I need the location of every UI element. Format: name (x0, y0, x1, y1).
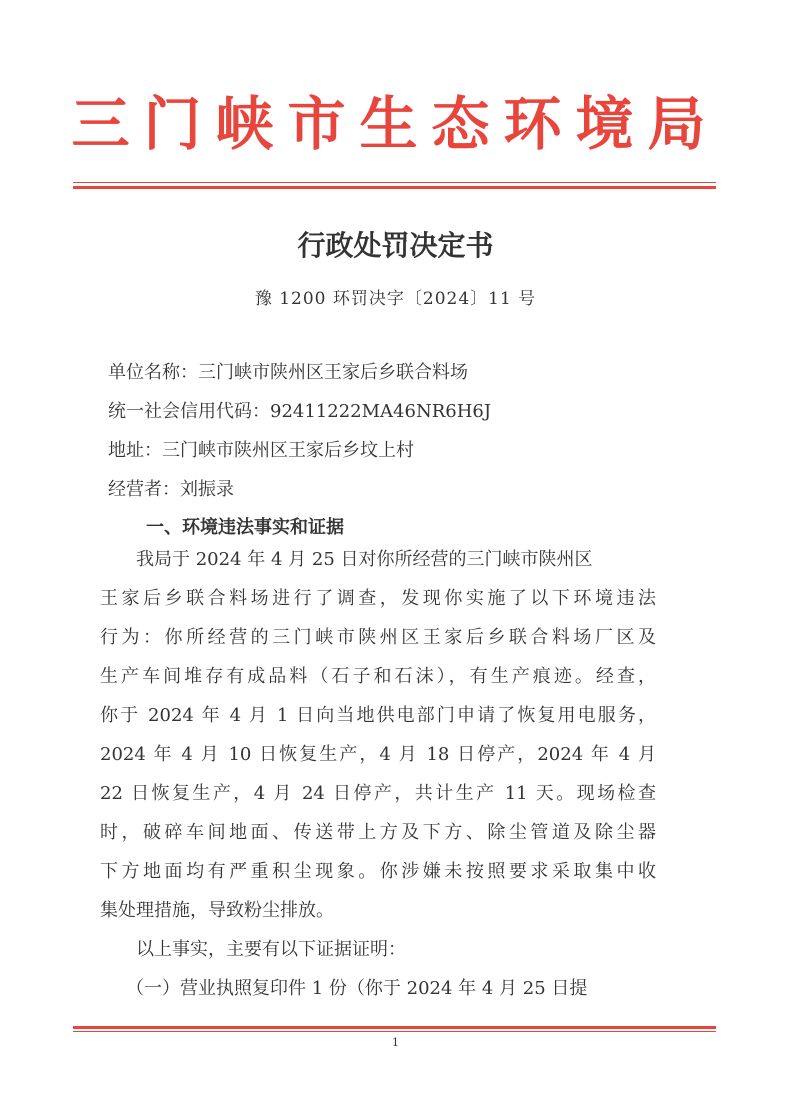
header-rule-thick (73, 186, 716, 189)
footer-rule-thin (73, 1031, 716, 1032)
operator: 经营者：刘振录 (108, 479, 234, 500)
body-line: 我局于 2024 年 4 月 25 日对你所经营的三门峡市陕州区 (136, 549, 593, 570)
evidence-intro: 以上事实，主要有以下证据证明： (136, 939, 406, 960)
section-heading: 一、环境违法事实和证据 (146, 517, 344, 538)
address: 地址：三门峡市陕州区王家后乡坟上村 (108, 440, 414, 461)
footer-rule-thick (73, 1026, 716, 1029)
agency-header: 三门峡市生态环境局 (71, 90, 720, 158)
body-line: 集处理措施，导致粉尘排放。 (100, 900, 334, 921)
body-line: 王家后乡联合料场进行了调查，发现你实施了以下环境违法 (100, 588, 656, 609)
unit-name: 单位名称：三门峡市陕州区王家后乡联合料场 (108, 362, 468, 383)
document-number: 豫 1200 环罚决字〔2024〕11 号 (254, 289, 537, 309)
body-line: 生产车间堆存有成品料（石子和石沫），有生产痕迹。经查， (100, 666, 656, 687)
body-line: 你于 2024 年 4 月 1 日向当地供电部门申请了恢复用电服务， (100, 705, 656, 726)
evidence-item: （一）营业执照复印件 1 份（你于 2024 年 4 月 25 日提 (126, 978, 588, 999)
page-number: 1 (392, 1036, 399, 1049)
credit-code: 统一社会信用代码：92411222MA46NR6H6J (108, 401, 492, 422)
body-line: 下方地面均有严重积尘现象。你涉嫌未按照要求采取集中收 (100, 861, 656, 882)
body-line: 22 日恢复生产，4 月 24 日停产，共计生产 11 天。现场检查 (100, 783, 656, 804)
header-rule-thin (73, 182, 716, 183)
body-line: 行为：你所经营的三门峡市陕州区王家后乡联合料场厂区及 (100, 627, 656, 648)
body-line: 时，破碎车间地面、传送带上方及下方、除尘管道及除尘器 (100, 822, 656, 843)
body-line: 2024 年 4 月 10 日恢复生产，4 月 18 日停产，2024 年 4 月 (100, 744, 656, 765)
document-title: 行政处罚决定书 (297, 229, 494, 262)
